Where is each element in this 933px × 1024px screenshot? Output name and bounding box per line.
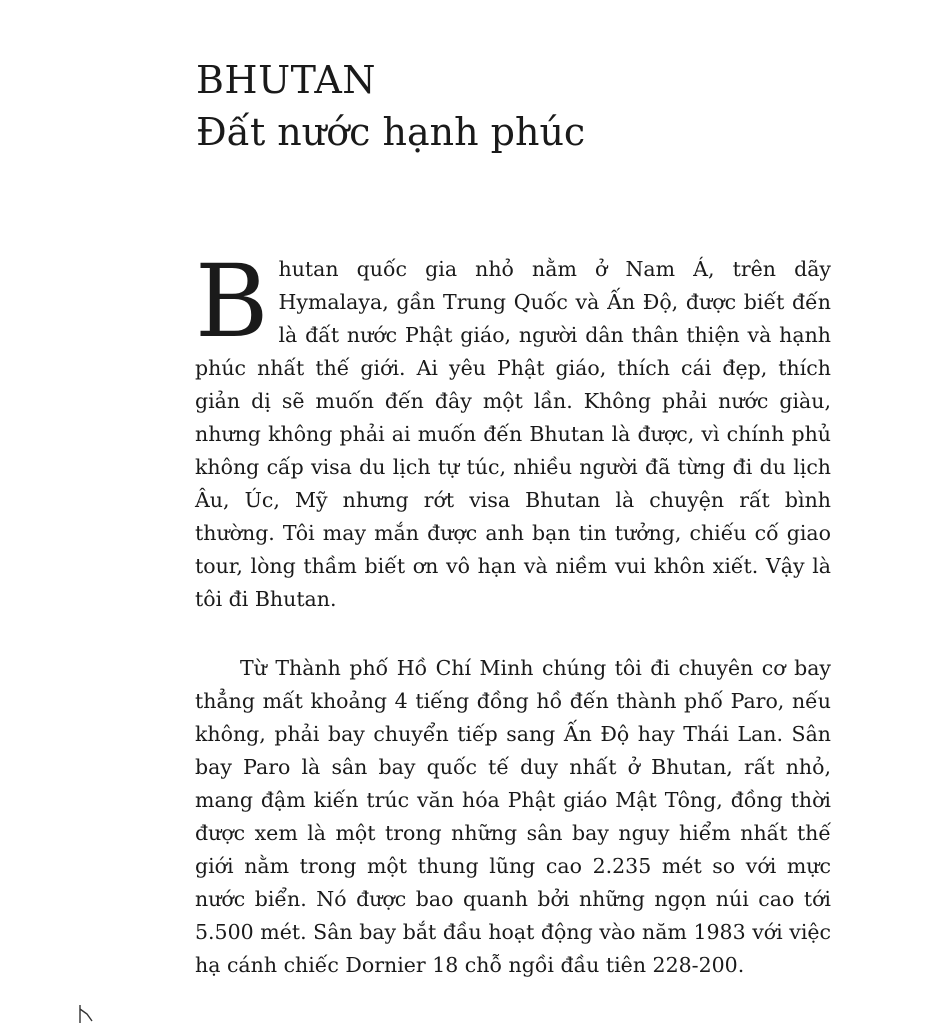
- drop-cap: B: [195, 243, 269, 360]
- paragraph-2: Từ Thành phố Hồ Chí Minh chúng tôi đi chuyên cơ bay thẳng mất khoảng 4 tiếng đồng hồ đến thành phố Paro, nếu không, phải bay chuyển tiếp sang Ấn Độ hay Thái Lan. Sân bay Paro là sân bay quốc tế duy nhất ở Bhutan, rất nhỏ, mang đậm kiến trúc văn hóa Phật giáo Mật Tông, đồng thời được xem là một trong những sân bay nguy hiểm nhất thế giới nằm trong một thung lũng cao 2.235 mét so với mực nước biển. Nó được bao quanh bởi những ngọn núi cao tới 5.500 mét. Sân bay bắt đầu hoạt động vào năm 1983 với việc hạ cánh chiếc Dornier 18 chỗ ngồi đầu tiên 228-200.: [195, 656, 831, 977]
- body-text: [195, 243, 831, 982]
- chapter-title-line-2: Đất nước hạnh phúc: [196, 110, 586, 154]
- chapter-title: [196, 56, 836, 156]
- page-corner-mark-icon: [78, 1003, 96, 1024]
- paragraph-1-text: hutan quốc gia nhỏ nằm ở Nam Á, trên dãy Hymalaya, gần Trung Quốc và Ấn Độ, được biết đến là đất nước Phật giáo, người dân thân thiện và hạnh phúc nhất thế giới. Ai yêu Phật giáo, thích cái đẹp, thích giản dị sẽ muốn đến đây một lần. Không phải nước giàu, nhưng không phải ai muốn đến Bhutan là được, vì chính phủ không cấp visa du lịch tự túc, nhiều người đã từng đi du lịch Âu, Úc, Mỹ nhưng rớt visa Bhutan là chuyện rất bình thường. Tôi may mắn được anh bạn tin tưởng, chiếu cố giao tour, lòng thầm biết ơn vô hạn và niềm vui khôn xiết. Vậy là tôi đi Bhutan.: [195, 257, 831, 611]
- chapter-title-line-1: BHUTAN: [196, 58, 377, 102]
- paragraph-1: [195, 243, 831, 616]
